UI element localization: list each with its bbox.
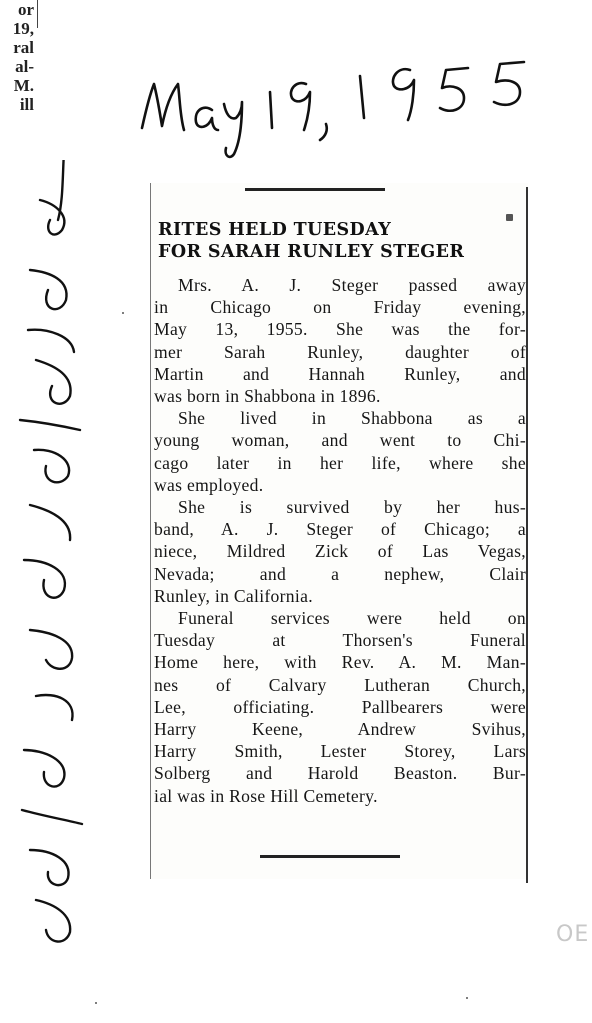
text-line: Lee, officiating. Pallbearers were: [154, 696, 526, 717]
column-divider: [37, 0, 38, 28]
text-line: band, A. J. Steger of Chicago; a: [154, 519, 526, 540]
ink-speck: [506, 214, 513, 221]
neighbor-line: ill: [19, 95, 34, 114]
text-line: ial was in Rose Hill Cemetery.: [154, 785, 378, 806]
clipping-right-edge: [526, 187, 528, 883]
text-line: was employed.: [154, 474, 264, 495]
headline: [158, 219, 526, 263]
neighbor-line: 19,: [12, 19, 34, 38]
text-line: Home here, with Rev. A. M. Man-: [154, 652, 526, 673]
neighbor-column-fragment: [0, 0, 34, 114]
headline-line-2: FOR SARAH RUNLEY STEGER: [158, 242, 465, 262]
paragraph-4: [154, 607, 526, 807]
text-line: nes of Calvary Lutheran Church,: [154, 674, 526, 695]
text-line: May 13, 1955. She was the for-: [154, 319, 526, 340]
obituary-clipping: [150, 183, 528, 879]
text-line: Runley, in California.: [154, 585, 313, 606]
text-line: Martin and Hannah Runley, and: [154, 363, 526, 384]
text-line: Funeral services were held on: [178, 608, 526, 629]
paragraph-3: [154, 496, 526, 607]
text-line: She lived in Shabbona as a: [178, 408, 526, 429]
neighbor-line: al-: [15, 57, 34, 76]
handwritten-date: [120, 40, 540, 160]
text-line: She is survived by her hus-: [178, 497, 526, 518]
ink-speck: [466, 997, 468, 999]
text-line: Solberg and Harold Beaston. Bur-: [154, 763, 526, 784]
paragraph-1: [154, 274, 526, 407]
text-line: Nevada; and a nephew, Clair: [154, 563, 526, 584]
article-body: [154, 274, 526, 807]
text-line: niece, Mildred Zick of Las Vegas,: [154, 541, 526, 562]
text-line: young woman, and went to Chi-: [154, 430, 526, 451]
neighbor-line: or: [17, 0, 34, 19]
text-line: Tuesday at Thorsen's Funeral: [154, 630, 526, 651]
top-rule: [245, 188, 385, 191]
text-line: Harry Keene, Andrew Svihus,: [154, 719, 526, 740]
neighbor-line: ral: [13, 38, 34, 57]
bottom-rule: [260, 855, 400, 858]
text-line: Harry Smith, Lester Storey, Lars: [154, 741, 526, 762]
paragraph-2: [154, 407, 526, 496]
headline-line-1: RITES HELD TUESDAY: [158, 220, 392, 240]
handwritten-source-note: [0, 160, 120, 960]
text-line: was born in Shabbona in 1896.: [154, 386, 381, 407]
text-line: mer Sarah Runley, daughter of: [154, 341, 526, 362]
clipping-left-edge: [150, 183, 151, 879]
text-line: cago later in her life, where she: [154, 452, 526, 473]
text-line: in Chicago on Friday evening,: [154, 297, 526, 318]
stamp-fragment: OE: [556, 922, 590, 947]
text-line: Mrs. A. J. Steger passed away: [178, 275, 526, 295]
ink-speck: [122, 312, 124, 314]
ink-speck: [95, 1002, 97, 1004]
neighbor-line: M.: [13, 76, 34, 95]
